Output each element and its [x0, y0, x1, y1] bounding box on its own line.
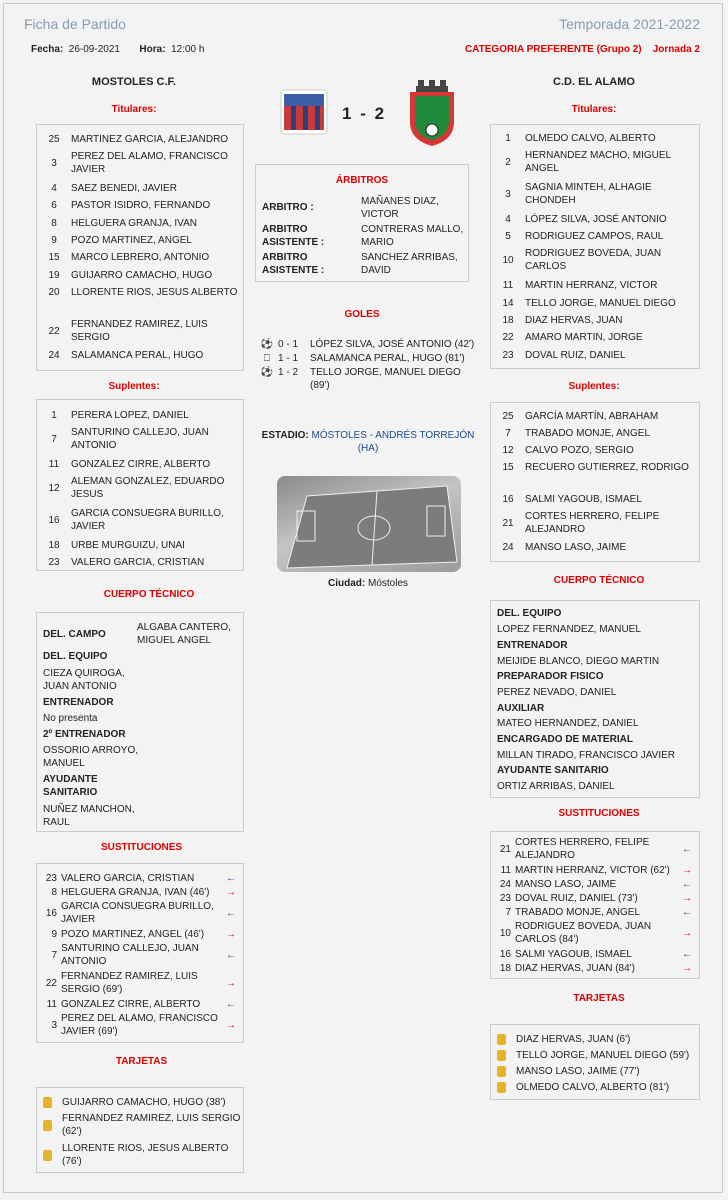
player-name: MANSO LASO, JAIME: [525, 542, 627, 553]
player-number: 23: [502, 350, 514, 361]
player-row: [491, 427, 699, 440]
arbitros-title: ÁRBITROS: [335, 175, 389, 186]
staff-label: AUXILIAR: [497, 703, 545, 714]
player-row: [491, 510, 699, 536]
player-row: [491, 297, 699, 310]
player-name: HELGUERA GRANJA, IVAN (46'): [61, 887, 210, 898]
player-name: GARCÍA MARTÍN, ABRAHAM: [525, 411, 659, 422]
yellow-card-icon: [497, 1082, 506, 1093]
player-number: 23: [48, 557, 60, 568]
staff-label: ENTRENADOR: [43, 697, 114, 708]
staff-label: 2º ENTRENADOR: [43, 729, 126, 740]
player-row: [37, 133, 243, 146]
staff-label: AYUDANTE SANITARIO: [43, 774, 98, 798]
stadium-info: ESTADIO: MÓSTOLES - ANDRÉS TORREJÓN (HA): [261, 430, 475, 454]
arrow-right-icon: →: [682, 963, 692, 974]
substitution-row: [491, 892, 699, 905]
player-number: 12: [48, 482, 60, 494]
card-row: [37, 1112, 243, 1138]
card-row: [37, 1096, 243, 1109]
staff-value: MATEO HERNANDEZ, DANIEL: [497, 718, 639, 729]
player-name: SANTURINO CALLEJO, JUAN ANTONIO: [71, 427, 209, 451]
referee-role: ARBITRO ASISTENTE :: [262, 252, 325, 276]
player-name: TELLO JORGE, MANUEL DIEGO: [525, 298, 676, 309]
player-number: 16: [502, 494, 514, 505]
match-date: Fecha: 26-09-2021 Hora: 12:00 h: [31, 44, 205, 55]
player-name: MANSO LASO, JAIME: [515, 879, 617, 890]
player-number: 20: [48, 287, 60, 298]
arrow-right-icon: →: [226, 1019, 236, 1031]
player-name: FERNANDEZ RAMIREZ, LUIS SERGIO (69'): [61, 971, 198, 995]
player-name: FERNANDEZ RAMIREZ, LUIS SERGIO: [71, 319, 208, 343]
player-number: 2: [505, 156, 511, 168]
player-row: [491, 461, 699, 474]
player-row: [37, 286, 243, 299]
card-row: [37, 1142, 243, 1168]
home-suplentes-title: Suplentes:: [108, 381, 160, 392]
home-score: 1: [342, 104, 354, 123]
player-name: DIAZ HERVAS, JUAN (6'): [516, 1034, 631, 1045]
staff-value: LOPEZ FERNANDEZ, MANUEL: [497, 624, 641, 635]
player-number: 10: [499, 927, 511, 939]
substitution-row: [37, 1012, 243, 1038]
stadium-link[interactable]: MÓSTOLES - ANDRÉS TORREJÓN (HA): [311, 430, 475, 454]
player-row: [491, 247, 699, 273]
staff-value: MEIJIDE BLANCO, DIEGO MARTIN: [497, 656, 660, 667]
substitution-row: [491, 836, 699, 862]
home-tarjetas-list: [36, 1087, 244, 1173]
player-number: 9: [51, 235, 57, 246]
player-number: 22: [502, 332, 514, 343]
substitution-row: [37, 970, 243, 996]
player-number: 7: [505, 428, 511, 439]
goal-row: [256, 338, 476, 351]
player-row: [37, 318, 243, 344]
substitution-row: [491, 906, 699, 919]
player-number: 15: [502, 462, 514, 473]
arrow-left-icon: ←: [226, 949, 236, 961]
substitution-row: [491, 878, 699, 891]
away-suplentes-list: [490, 402, 700, 562]
player-name: SAEZ BENEDI, JAVIER: [71, 183, 177, 194]
substitution-row: [491, 962, 699, 975]
player-number: 3: [51, 157, 57, 169]
player-name: CORTES HERRERO, FELIPE ALEJANDRO: [515, 837, 650, 861]
player-name: SANTURINO CALLEJO, JUAN ANTONIO: [61, 943, 199, 967]
player-name: SAGNIA MINTEH, ALHAGIE CHONDEH: [525, 182, 652, 206]
player-row: [491, 230, 699, 243]
player-name: HERNANDEZ MACHO, MIGUEL ANGEL: [525, 150, 671, 174]
player-name: HELGUERA GRANJA, IVAN: [71, 218, 197, 229]
player-number: 25: [502, 411, 514, 422]
away-suplentes-title: Suplentes:: [568, 381, 620, 392]
player-row: [37, 426, 243, 452]
player-number: 8: [51, 218, 57, 229]
staff-value: No presenta: [43, 713, 98, 724]
player-row: [491, 213, 699, 226]
home-sust-list: [36, 863, 244, 1043]
home-team-logo: [279, 86, 329, 136]
player-name: DOVAL RUIZ, DANIEL (73'): [515, 893, 638, 904]
player-number: 23: [499, 893, 511, 904]
home-titulares-list: [36, 124, 244, 371]
referee-name: SANCHEZ ARRIBAS, DAVID: [361, 252, 458, 276]
player-name: MARTINEZ GARCIA, ALEJANDRO: [71, 134, 229, 145]
player-number: 1: [505, 133, 511, 144]
away-team-logo: [404, 78, 460, 148]
player-name: RODRIGUEZ BOVEDA, JUAN CARLOS: [525, 248, 662, 272]
player-row: [37, 251, 243, 264]
referee-role: ARBITRO ASISTENTE :: [262, 224, 325, 248]
substitution-row: [491, 948, 699, 961]
player-name: GUIJARRO CAMACHO, HUGO: [71, 270, 213, 281]
player-number: 22: [45, 977, 57, 989]
player-name: GUIJARRO CAMACHO, HUGO (38'): [62, 1097, 226, 1108]
player-name: TRABADO MONJE, ANGEL: [515, 907, 641, 918]
referee-name: CONTRERAS MALLO, MARIO: [361, 224, 464, 248]
yellow-card-icon: [497, 1034, 506, 1045]
player-number: 5: [505, 231, 511, 242]
player-name: PEREZ DEL ALAMO, FRANCISCO JAVIER (69'): [61, 1013, 218, 1037]
player-row: [37, 234, 243, 247]
player-number: 18: [48, 540, 60, 551]
staff-label: ENTRENADOR: [497, 640, 568, 651]
substitution-row: [37, 872, 243, 885]
ball-icon: ⚽: [260, 367, 274, 378]
player-number: 16: [499, 949, 511, 960]
player-number: 21: [502, 517, 514, 529]
staff-label: ENCARGADO DE MATERIAL: [497, 734, 633, 745]
player-row: [37, 458, 243, 471]
player-number: 22: [48, 325, 60, 337]
staff-value: PEREZ NEVADO, DANIEL: [497, 687, 617, 698]
player-number: 11: [502, 280, 514, 291]
player-row: [37, 150, 243, 176]
arrow-right-icon: →: [226, 887, 236, 898]
staff-value: MILLAN TIRADO, FRANCISCO JAVIER: [497, 750, 675, 761]
player-name: POZO MARTINEZ, ANGEL (46'): [61, 929, 205, 940]
player-number: 14: [502, 298, 514, 309]
staff-label: PREPARADOR FISICO: [497, 671, 604, 682]
player-row: [491, 493, 699, 506]
player-number: 23: [45, 873, 57, 884]
yellow-card-icon: [497, 1050, 506, 1061]
player-number: 11: [500, 865, 511, 876]
goal-scorer: LÓPEZ SILVA, JOSÉ ANTONIO (42'): [310, 339, 475, 350]
player-name: PASTOR ISIDRO, FERNANDO: [71, 200, 211, 211]
stadium-photo: [277, 476, 461, 572]
player-number: 3: [505, 188, 511, 200]
away-tarjetas-title: TARJETAS: [573, 993, 625, 1004]
goal-scorer: SALAMANCA PERAL, HUGO (81'): [310, 353, 465, 364]
player-number: 18: [499, 963, 511, 974]
player-name: SALAMANCA PERAL, HUGO: [71, 350, 204, 361]
player-row: [491, 444, 699, 457]
city-info: Ciudad: Móstoles: [327, 578, 408, 589]
goal-scorer: TELLO JORGE, MANUEL DIEGO (89'): [310, 367, 461, 391]
player-row: [37, 539, 243, 552]
player-name: AMARO MARTIN, JORGE: [525, 332, 643, 343]
player-number: 3: [51, 1019, 57, 1031]
player-number: 24: [499, 879, 511, 890]
player-row: [37, 409, 243, 422]
player-name: TELLO JORGE, MANUEL DIEGO (59'): [516, 1050, 690, 1061]
substitution-row: [491, 920, 699, 946]
player-row: [37, 269, 243, 282]
page-title: Ficha de Partido: [24, 16, 126, 32]
substitution-row: [37, 942, 243, 968]
player-number: 12: [502, 445, 514, 456]
player-number: 11: [48, 459, 60, 470]
home-cuerpo-box: [36, 612, 244, 832]
arrow-left-icon: ←: [682, 843, 692, 855]
player-number: 7: [51, 433, 57, 445]
player-number: 4: [505, 214, 511, 225]
goal-score: 0 - 1: [278, 339, 299, 350]
player-row: [37, 349, 243, 362]
staff-label: DEL. EQUIPO: [43, 651, 108, 662]
player-number: 16: [45, 907, 57, 919]
home-tarjetas-title: TARJETAS: [115, 1056, 168, 1067]
player-number: 1: [51, 410, 57, 421]
player-name: SALMI YAGOUB, ISMAEL: [515, 949, 632, 960]
staff-label: DEL. CAMPO: [43, 629, 106, 640]
player-name: GARCIA CONSUEGRA BURILLO, JAVIER: [71, 508, 224, 532]
player-name: RECUERO GUTIERREZ, RODRIGO: [525, 462, 689, 473]
goal-row: [256, 366, 476, 392]
player-row: [491, 331, 699, 344]
card-row: [491, 1033, 699, 1046]
arrow-right-icon: →: [226, 977, 236, 989]
player-number: 9: [51, 929, 57, 940]
player-number: 16: [48, 514, 60, 526]
away-tarjetas-list: [490, 1024, 700, 1100]
player-number: 15: [48, 252, 60, 263]
goles-title: GOLES: [344, 309, 380, 320]
arrow-left-icon: ←: [682, 907, 692, 918]
arrow-left-icon: ←: [226, 907, 236, 919]
goal-net-icon: ⎕: [264, 353, 270, 364]
player-number: 11: [46, 999, 57, 1010]
player-name: MARCO LEBRERO, ANTONIO: [71, 252, 210, 263]
score-separator: -: [360, 104, 368, 123]
arrow-left-icon: ←: [682, 879, 692, 890]
arrow-right-icon: →: [682, 927, 692, 939]
player-name: POZO MARTINEZ, ANGEL: [71, 235, 192, 246]
player-name: URBE MURGUIZU, UNAI: [71, 540, 185, 551]
player-name: RODRIGUEZ BOVEDA, JUAN CARLOS (84'): [515, 921, 652, 945]
player-row: [491, 541, 699, 554]
referee-role: ARBITRO :: [262, 202, 314, 213]
staff-value: CIEZA QUIROGA, JUAN ANTONIO: [43, 668, 125, 692]
yellow-card-icon: [43, 1150, 52, 1161]
player-name: CORTES HERRERO, FELIPE ALEJANDRO: [525, 511, 660, 535]
player-row: [37, 475, 243, 501]
player-number: 10: [502, 254, 514, 266]
arrow-left-icon: ←: [682, 949, 692, 960]
player-number: 24: [48, 350, 60, 361]
player-row: [37, 556, 243, 569]
arrow-right-icon: →: [682, 865, 692, 876]
player-number: 21: [499, 843, 511, 855]
staff-value: NUÑEZ MANCHON, RAUL: [43, 804, 135, 828]
yellow-card-icon: [43, 1120, 52, 1131]
player-name: MARTIN HERRANZ, VICTOR: [525, 280, 658, 291]
player-name: SALMI YAGOUB, ISMAEL: [525, 494, 642, 505]
card-row: [491, 1049, 699, 1062]
player-number: 7: [51, 949, 57, 961]
player-name: OLMEDO CALVO, ALBERTO: [525, 133, 656, 144]
staff-value: OSSORIO ARROYO, MANUEL: [43, 745, 139, 769]
yellow-card-icon: [497, 1066, 506, 1077]
home-suplentes-list: [36, 399, 244, 571]
player-name: MARTIN HERRANZ, VICTOR (62'): [515, 865, 670, 876]
substitution-row: [37, 928, 243, 941]
staff-label: DEL. EQUIPO: [497, 608, 562, 619]
player-name: LÓPEZ SILVA, JOSÉ ANTONIO: [525, 214, 667, 225]
player-number: 4: [51, 183, 57, 194]
referee-name: MAÑANES DIAZ, VICTOR: [361, 196, 439, 220]
card-row: [491, 1081, 699, 1094]
arrow-right-icon: →: [226, 929, 236, 940]
player-name: GARCIA CONSUEGRA BURILLO, JAVIER: [61, 901, 214, 925]
player-name: GONZALEZ CIRRE, ALBERTO: [61, 999, 201, 1010]
substitution-row: [491, 864, 699, 877]
away-score: 2: [374, 104, 387, 123]
arrow-left-icon: ←: [226, 999, 236, 1010]
away-titulares-title: Titulares:: [571, 104, 617, 115]
goal-score: 1 - 2: [278, 367, 299, 378]
scoreboard: [342, 104, 386, 124]
match-sheet: [3, 3, 723, 1193]
player-name: PEREZ DEL ALAMO, FRANCISCO JAVIER: [71, 151, 228, 175]
player-name: ALEMAN GONZALEZ, EDUARDO JESUS: [71, 476, 225, 500]
player-name: GONZALEZ CIRRE, ALBERTO: [71, 459, 211, 470]
player-name: LLORENTE RIOS, JESUS ALBERTO (76'): [62, 1143, 229, 1167]
player-row: [491, 410, 699, 423]
match-category: CATEGORIA PREFERENTE (Grupo 2) Jornada 2: [464, 44, 700, 55]
player-row: [491, 314, 699, 327]
player-name: FERNANDEZ RAMIREZ, LUIS SERGIO (62'): [62, 1113, 241, 1137]
player-name: VALERO GARCIA, CRISTIAN: [71, 557, 205, 568]
player-name: DOVAL RUIZ, DANIEL: [525, 350, 626, 361]
card-row: [491, 1065, 699, 1078]
player-name: DIAZ HERVAS, JUAN (84'): [515, 963, 635, 974]
player-name: OLMEDO CALVO, ALBERTO (81'): [516, 1082, 670, 1093]
season-label: Temporada 2021-2022: [559, 16, 700, 32]
away-team-name: C.D. EL ALAMO: [553, 76, 635, 88]
arbitros-box: [255, 164, 469, 282]
player-row: [37, 182, 243, 195]
player-row: [491, 149, 699, 175]
player-number: 7: [505, 907, 511, 918]
ball-icon: ⚽: [260, 339, 274, 350]
player-name: VALERO GARCIA, CRISTIAN: [61, 873, 195, 884]
staff-value: ALGABA CANTERO, MIGUEL ANGEL: [137, 622, 231, 646]
arrow-right-icon: →: [682, 893, 692, 904]
goal-score: 1 - 1: [278, 353, 299, 364]
substitution-row: [37, 900, 243, 926]
arrow-left-icon: ←: [226, 873, 236, 884]
away-sust-title: SUSTITUCIONES: [558, 808, 640, 819]
player-row: [37, 217, 243, 230]
yellow-card-icon: [43, 1097, 52, 1108]
player-name: PERERA LOPEZ, DANIEL: [71, 410, 189, 421]
player-number: 18: [502, 315, 514, 326]
player-number: 19: [48, 270, 60, 281]
home-titulares-title: Titulares:: [111, 104, 157, 115]
player-number: 6: [51, 200, 57, 211]
away-sust-list: [490, 831, 700, 979]
player-name: TRABADO MONJE, ANGEL: [525, 428, 651, 439]
away-titulares-list: [490, 124, 700, 369]
away-cuerpo-box: [490, 600, 700, 798]
player-name: DIAZ HERVAS, JUAN: [525, 315, 623, 326]
home-team-name: MOSTOLES C.F.: [91, 76, 177, 88]
substitution-row: [37, 886, 243, 899]
player-name: LLORENTE RIOS, JESUS ALBERTO: [71, 287, 238, 298]
player-name: MANSO LASO, JAIME (77'): [516, 1066, 640, 1077]
player-number: 25: [48, 134, 60, 145]
goal-row: [256, 352, 476, 365]
player-number: 8: [51, 887, 57, 898]
home-cuerpo-title: CUERPO TÉCNICO: [103, 589, 195, 600]
away-cuerpo-title: CUERPO TÉCNICO: [553, 575, 645, 586]
player-row: [491, 349, 699, 362]
player-row: [491, 132, 699, 145]
staff-label: AYUDANTE SANITARIO: [497, 765, 609, 776]
player-number: 24: [502, 542, 514, 553]
substitution-row: [37, 998, 243, 1011]
home-sust-title: SUSTITUCIONES: [100, 842, 183, 853]
player-row: [37, 507, 243, 533]
player-row: [491, 279, 699, 292]
staff-value: ORTIZ ARRIBAS, DANIEL: [497, 781, 615, 792]
player-name: RODRIGUEZ CAMPOS, RAUL: [525, 231, 664, 242]
player-name: CALVO POZO, SERGIO: [525, 445, 634, 456]
player-row: [491, 181, 699, 207]
goals-list: [256, 332, 476, 394]
player-row: [37, 199, 243, 212]
